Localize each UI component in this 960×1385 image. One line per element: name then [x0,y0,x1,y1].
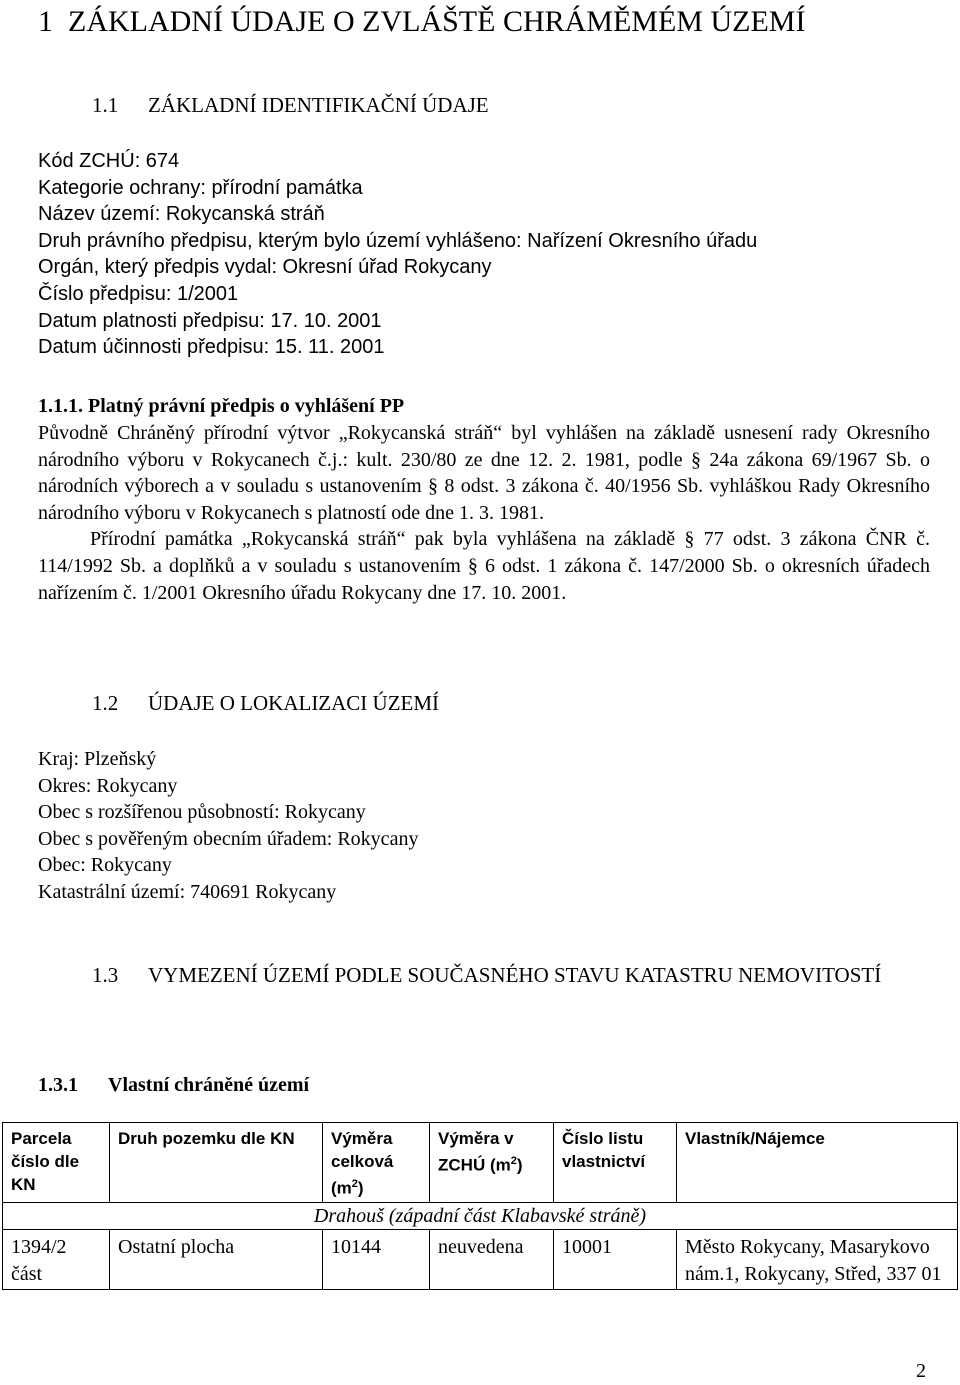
parcel-table [2,1122,958,1290]
heading-1-3-title: VYMEZENÍ ÚZEMÍ PODLE SOUČASNÉHO STAVU KATASTRU NEMOVITOSTÍ [148,963,882,987]
cell-total-area: 10144 [323,1230,430,1290]
heading-1-1-title: ZÁKLADNÍ IDENTIFIKAČNÍ ÚDAJE [148,93,489,117]
heading-1-2-title: ÚDAJE O LOKALIZACI ÚZEMÍ [148,691,440,715]
section-1-1-1-title: 1.1.1. Platný právní předpis o vyhlášení PP [38,395,405,417]
id-item-regulation-type: Druh právního předpisu, kterým bylo území vyhlášeno: Nařízení Okresního úřadu [38,229,758,252]
table-header-row [3,1123,958,1203]
cell-owner: Město Rokycany, Masarykovo nám.1, Rokycany, Střed, 337 01 [677,1230,958,1290]
heading-1-1-number: 1.1 [92,93,119,117]
localization-list [38,746,418,906]
section-1-1-1-body [38,420,930,606]
id-item-code: Kód ZCHÚ: 674 [38,150,180,172]
cell-parcel: 1394/2 část [3,1230,110,1290]
heading-1-number: 1 [38,5,53,38]
header-total-area-label: Výměra celková (m [331,1129,394,1198]
loc-item-cadastral-area: Katastrální území: 740691 Rokycany [38,880,337,903]
heading-1 [38,4,805,40]
heading-1-2 [92,690,439,717]
header-zchu-area-sup: 2 [510,1155,517,1167]
heading-1-2-number: 1.2 [92,691,119,715]
cell-ownership-sheet: 10001 [554,1230,677,1290]
id-item-category: Kategorie ochrany: přírodní památka [38,176,363,199]
legal-paragraph-2: Přírodní památka „Rokycanská stráň“ pak byla vyhlášena na základě § 77 odst. 3 zákona ČNR č. 114/1992 Sb. a doplňků a v souladu s ustanovením § 6 odst. 1 zákona č. 147/2000 Sb. o okresních úřadech nařízením č. 1/2001 Okresního úřadu Rokycany dne 17. 10. 2001. [38,528,930,604]
loc-item-municipality: Obec: Rokycany [38,854,172,877]
section-1-3-1-title: Vlastní chráněné území [108,1074,310,1096]
header-zchu-area-label: Výměra v ZCHÚ (m [438,1129,514,1175]
id-item-authority: Orgán, který předpis vydal: Okresní úřad Rokycany [38,256,492,279]
loc-item-region: Kraj: Plzeňský [38,748,157,770]
owner-group-label: Drahouš (západní část Klabavské stráně) [3,1202,958,1230]
header-zchu-area-close: ) [516,1155,523,1175]
header-ownership-sheet: Číslo listu vlastnictví [554,1123,677,1203]
heading-1-3-number: 1.3 [92,963,119,987]
owner-group-row [3,1202,958,1230]
loc-item-extended-municipality: Obec s rozšířenou působností: Rokycany [38,801,366,824]
id-item-name: Název území: Rokycanská stráň [38,203,325,226]
heading-1-3 [92,962,932,989]
section-1-3-1 [38,1072,309,1099]
loc-item-authorized-municipality: Obec s pověřeným obecním úřadem: Rokycany [38,827,419,850]
heading-1-title: ZÁKLADNÍ ÚDAJE O ZVLÁŠTĚ CHRÁMĚMÉM ÚZEMÍ [68,5,806,38]
id-item-validity-date: Datum platnosti předpisu: 17. 10. 2001 [38,309,382,332]
header-zchu-area [430,1123,554,1203]
header-parcel: Parcela číslo dle KN [3,1123,110,1203]
cell-zchu-area: neuvedena [430,1230,554,1290]
table-row [3,1230,958,1290]
page-number: 2 [916,1360,926,1382]
header-total-area-sup: 2 [351,1178,358,1190]
header-total-area-close: ) [357,1178,364,1198]
loc-item-district: Okres: Rokycany [38,774,178,797]
cell-land-type: Ostatní plocha [110,1230,323,1290]
legal-paragraph-1: Původně Chráněný přírodní výtvor „Rokycanská stráň“ byl vyhlášen na základě usnesení rady Okresního národního výboru v Rokycanech č.j.: kult. 230/80 ze dne 12. 2. 1981, podle § 24a zákona 69/1967 Sb. o národních výborech a v souladu s ustanovením § 8 odst. 3 zákona č. 40/1956 Sb. vyhláškou Rady Okresního národního výboru v Rokycanech s platností ode dne 1. 3. 1981. [38,422,930,524]
id-item-effective-date: Datum účinnosti předpisu: 15. 11. 2001 [38,336,385,359]
header-land-type: Druh pozemku dle KN [110,1123,323,1203]
header-owner: Vlastník/Nájemce [677,1123,958,1203]
identification-list [38,148,757,361]
section-1-3-1-number: 1.3.1 [38,1074,78,1096]
header-total-area [323,1123,430,1203]
id-item-regulation-number: Číslo předpisu: 1/2001 [38,282,239,305]
heading-1-1 [92,92,489,119]
